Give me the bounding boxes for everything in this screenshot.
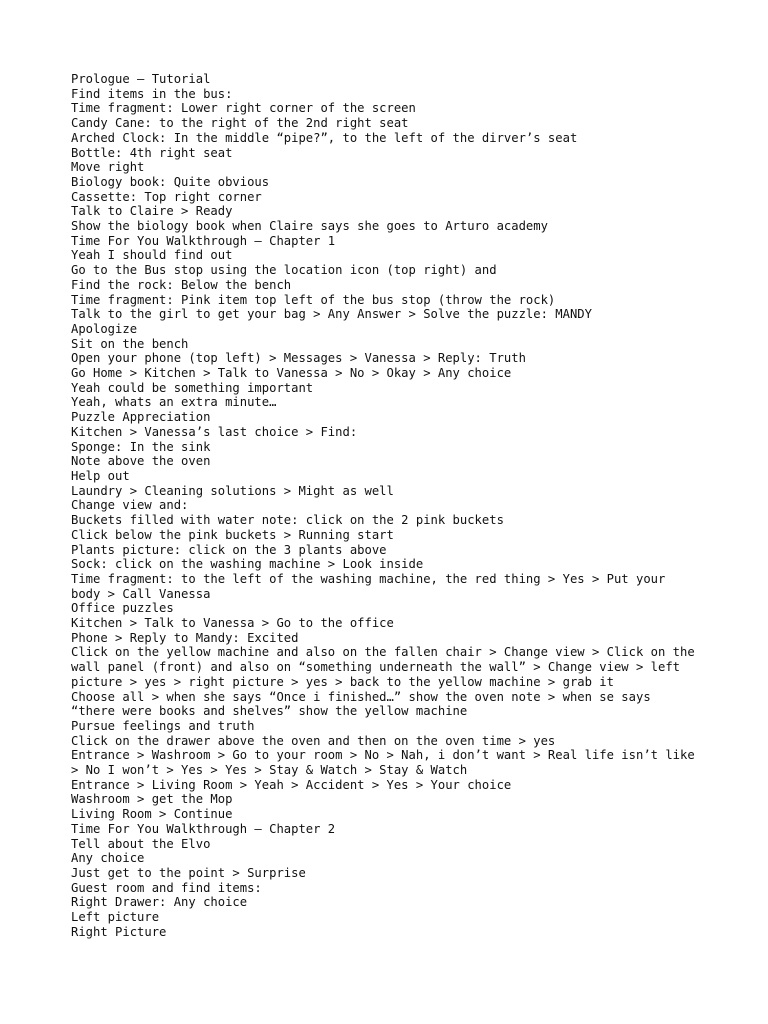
text-line: Go to the Bus stop using the location icon (top right) and	[71, 263, 497, 278]
text-line: Prologue – Tutorial	[71, 72, 211, 86]
text-line: Note above the oven	[71, 454, 211, 469]
text-line: Any choice	[71, 851, 145, 866]
text-line: Guest room and find items:	[71, 880, 262, 895]
text-line: Show the biology book when Claire says she goes to Arturo academy	[71, 219, 548, 234]
text-line: Choose all > when she says “Once i finished…” show the oven note > when se says “there were books and shelves” show the yellow machine	[71, 689, 659, 719]
text-line: Buckets filled with water note: click on the 2 pink buckets	[71, 513, 504, 528]
text-line: Left picture	[71, 910, 160, 925]
text-line: Sponge: In the sink	[71, 439, 211, 454]
text-line: Plants picture: click on the 3 plants above	[71, 542, 387, 557]
text-line: Tell about the Elvo	[71, 836, 211, 851]
text-line: Find the rock: Below the bench	[71, 277, 292, 292]
text-line: Kitchen > Vanessa’s last choice > Find:	[71, 424, 358, 439]
text-line: Sock: click on the washing machine > Look inside	[71, 557, 424, 572]
text-line: Washroom > get the Mop	[71, 792, 233, 807]
text-line: Time fragment: Lower right corner of the screen	[71, 101, 416, 116]
text-line: Office puzzles	[71, 601, 174, 616]
text-line: Arched Clock: In the middle “pipe?”, to the left of the dirver’s seat	[71, 130, 578, 145]
chapter-heading: Time For You Walkthrough – Chapter 2	[71, 821, 336, 836]
text-line: Yeah, whats an extra minute…	[71, 395, 277, 410]
text-line: Cassette: Top right corner	[71, 189, 262, 204]
text-line: Talk to the girl to get your bag > Any Answer > Solve the puzzle: MANDY	[71, 307, 592, 322]
text-line: Pursue feelings and truth	[71, 718, 255, 733]
text-line: Laundry > Cleaning solutions > Might as well	[71, 483, 394, 498]
text-line: Just get to the point > Surprise	[71, 865, 306, 880]
text-line: Entrance > Living Room > Yeah > Accident > Yes > Your choice	[71, 777, 512, 792]
text-line: Time fragment: Pink item top left of the bus stop (throw the rock)	[71, 292, 556, 307]
text-line: Right Picture	[71, 924, 167, 939]
text-line: Go Home > Kitchen > Talk to Vanessa > No > Okay > Any choice	[71, 366, 512, 381]
text-line: Phone > Reply to Mandy: Excited	[71, 630, 299, 645]
text-line: Puzzle Appreciation	[71, 410, 211, 425]
text-line: Find items in the bus:	[71, 86, 233, 101]
text-line: Yeah could be something important	[71, 380, 314, 395]
text-line: Kitchen > Talk to Vanessa > Go to the office	[71, 616, 394, 631]
text-line: Apologize	[71, 321, 138, 336]
text-line: Biology book: Quite obvious	[71, 174, 270, 189]
text-line: Click on the yellow machine and also on the fallen chair > Change view > Click on the wall panel (front) and also on “something underneath the wall” > Change view > left picture > yes > right picture > yes > back to the yellow machine > grab it	[71, 645, 703, 689]
text-line: Change view and:	[71, 498, 189, 513]
text-line: Help out	[71, 468, 130, 483]
text-line: Entrance > Washroom > Go to your room > No > Nah, i don’t want > Real life isn’t like > No I won’t > Yes > Yes > Stay & Watch > Stay & Watch	[71, 748, 703, 778]
text-line: Move right	[71, 160, 145, 175]
text-line: Open your phone (top left) > Messages > Vanessa > Reply: Truth	[71, 351, 526, 366]
text-line: Talk to Claire > Ready	[71, 204, 233, 219]
text-line: Right Drawer: Any choice	[71, 895, 248, 910]
text-line: Sit on the bench	[71, 336, 189, 351]
text-line: Candy Cane: to the right of the 2nd right seat	[71, 116, 409, 131]
text-line: Bottle: 4th right seat	[71, 145, 233, 160]
text-line: Yeah I should find out	[71, 248, 233, 263]
text-line: Time fragment: to the left of the washing machine, the red thing > Yes > Put your body > Call Vanessa	[71, 571, 673, 601]
walkthrough-document	[71, 72, 701, 939]
chapter-heading: Time For You Walkthrough – Chapter 1	[71, 233, 336, 248]
text-line: Click below the pink buckets > Running start	[71, 527, 394, 542]
text-line: Click on the drawer above the oven and then on the oven time > yes	[71, 733, 556, 748]
text-line: Living Room > Continue	[71, 807, 233, 822]
